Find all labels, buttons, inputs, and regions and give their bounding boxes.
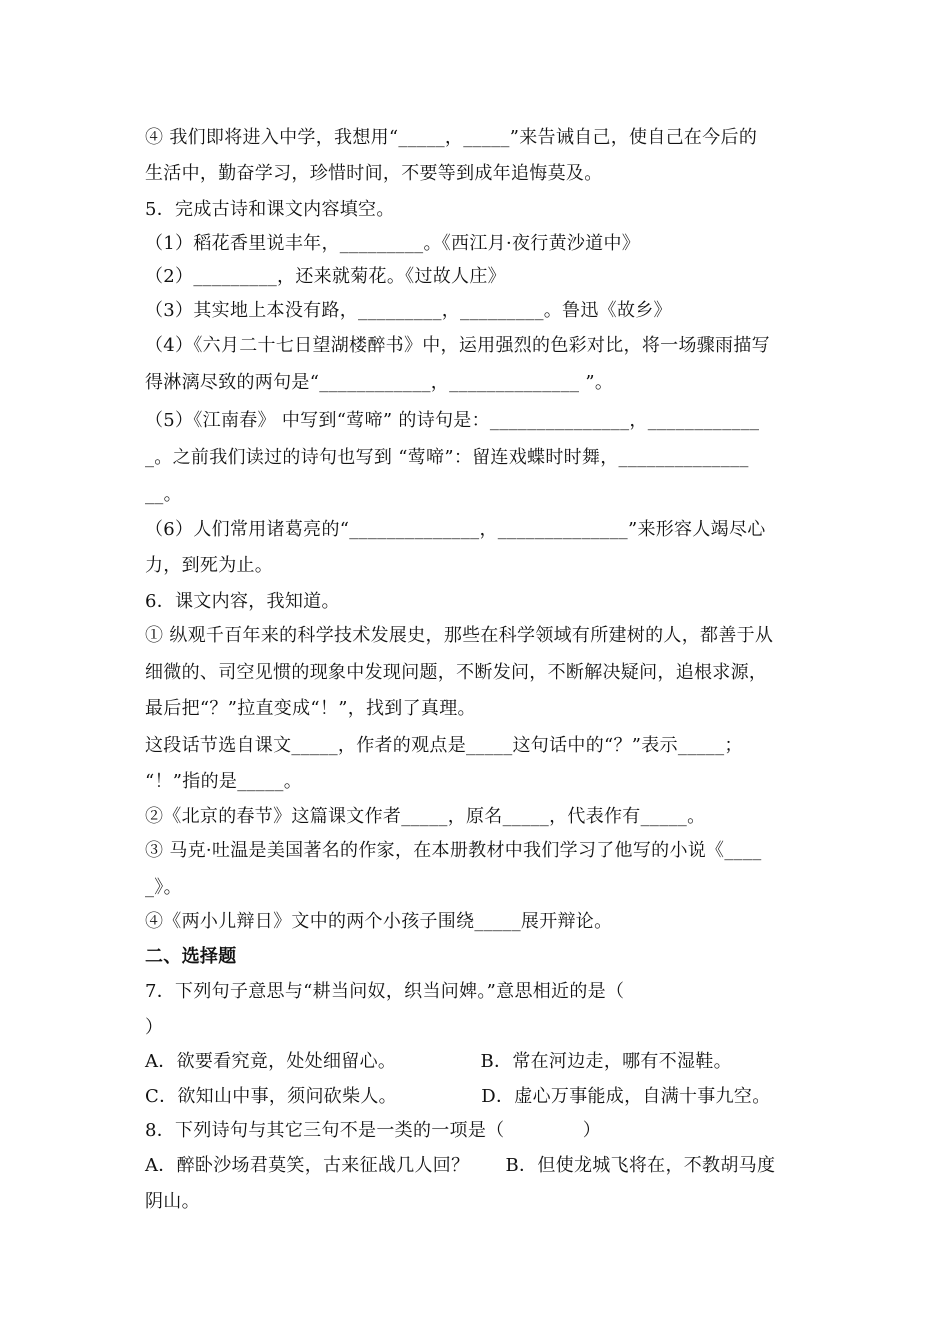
option-line: A．欲要看究竟，处处细留心。 B．常在河边走，哪有不湿鞋。 <box>145 1051 732 1072</box>
text-line: 生活中，勤奋学习，珍惜时间，不要等到成年追悔莫及。 <box>145 163 603 184</box>
text-line: ④ 我们即将进入中学，我想用“_____，_____”来告诫自己，使自己在今后的 <box>145 127 758 148</box>
option-line: A．醉卧沙场君莫笑，古来征战几人回？ B．但使龙城飞将在，不教胡马度 <box>145 1155 776 1176</box>
text-line: （3）其实地上本没有路，_________，_________。鲁迅《故乡》 <box>145 300 672 321</box>
text-line: 得淋漓尽致的两句是“____________，______________ ”。 <box>145 372 614 393</box>
text-line: （5）《江南春》 中写到“莺啼” 的诗句是：_______________，____________ <box>145 410 760 431</box>
text-line: 最后把“？”拉直变成“！”，找到了真理。 <box>145 698 476 719</box>
text-line: ） <box>145 1017 164 1038</box>
text-line: 这段话节选自课文_____，作者的观点是_____这句话中的“？”表示_____； <box>145 735 743 756</box>
question-heading: 7．下列句子意思与“耕当问奴，织当问婢。”意思相近的是（ <box>145 981 625 1002</box>
text-line: ④《两小儿辩日》文中的两个小孩子围绕_____展开辩论。 <box>145 911 613 932</box>
text-line: （6）人们常用诸葛亮的“______________，______________”来形容人竭尽心 <box>145 519 766 540</box>
text-line: _。之前我们读过的诗句也写到 “莺啼”：留连戏蝶时时舞，______________ <box>145 447 749 468</box>
text-line: ②《北京的春节》这篇课文作者_____，原名_____，代表作有_____。 <box>145 806 706 827</box>
text-line: __。 <box>145 484 182 505</box>
text-line: （1）稻花香里说丰年，_________。《西江月·夜行黄沙道中》 <box>145 233 641 254</box>
text-line: ③ 马克·吐温是美国著名的作家，在本册教材中我们学习了他写的小说《____ <box>145 840 762 861</box>
section-heading: 二、选择题 <box>145 946 237 967</box>
text-line: （4）《六月二十七日望湖楼醉书》中，运用强烈的色彩对比，将一场骤雨描写 <box>145 335 770 356</box>
text-line: （2）_________，还来就菊花。《过故人庄》 <box>145 266 506 287</box>
option-line: C．欲知山中事，须问砍柴人。 D．虚心万事能成，自满十事九空。 <box>145 1086 771 1107</box>
question-heading: 6．课文内容，我知道。 <box>145 591 340 612</box>
text-line: 力，到死为止。 <box>145 555 274 576</box>
text-line: _》。 <box>145 877 182 898</box>
text-line: “！”指的是_____。 <box>145 771 303 792</box>
text-line: ① 纵观千百年来的科学技术发展史，那些在科学领域有所建树的人，都善于从 <box>145 625 774 646</box>
question-heading: 5．完成古诗和课文内容填空。 <box>145 199 395 220</box>
text-line: 细微的、司空见惯的现象中发现问题，不断发问，不断解决疑问，追根求源， <box>145 662 768 683</box>
option-line: 阴山。 <box>145 1191 200 1212</box>
question-heading: 8．下列诗句与其它三句不是一类的一项是（ ） <box>145 1120 602 1141</box>
